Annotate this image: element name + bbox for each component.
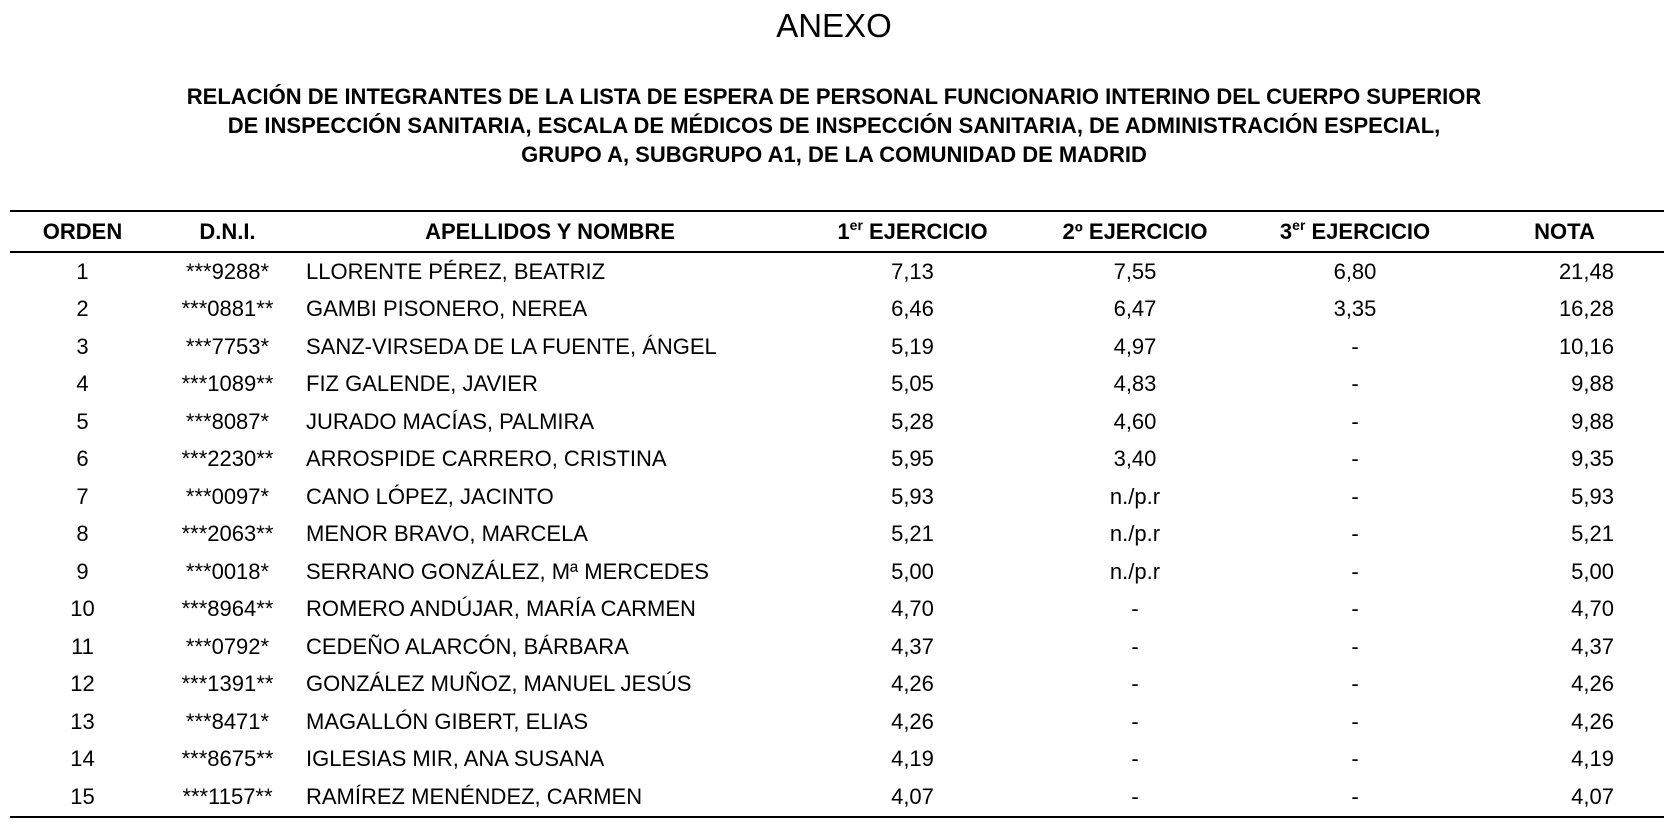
cell-orden: 1 [76,258,89,284]
waiting-list-table [10,210,1664,818]
subtitle-line: GRUPO A, SUBGRUPO A1, DE LA COMUNIDAD DE MADRID [521,142,1147,167]
cell-ejercicio-2: - [1131,596,1139,622]
cell-ejercicio-1: 5,28 [891,408,934,434]
cell-orden: 7 [76,483,89,509]
cell-orden: 3 [76,333,89,359]
cell-nota: 10,16 [1558,333,1614,359]
cell-ejercicio-2: - [1131,746,1139,772]
cell-ejercicio-1: 5,21 [891,521,934,547]
cell-dni: ***2230** [181,446,274,472]
subtitle-line: RELACIÓN DE INTEGRANTES DE LA LISTA DE ESPERA DE PERSONAL FUNCIONARIO INTERINO DEL CUERPO SUPERIOR [186,84,1482,109]
cell-ejercicio-2: 4,97 [1113,333,1157,359]
table-row [10,666,1664,704]
header-ejercicio-1-text: EJERCICIO [862,218,988,244]
cell-nota: 4,70 [1571,596,1614,622]
header-ejercicio-3-num: 3 [1279,218,1293,244]
header-ejercicio-3-text: EJERCICIO [1305,218,1431,244]
cell-nota: 4,26 [1571,708,1614,734]
cell-nombre: ARROSPIDE CARRERO, CRISTINA [306,446,667,472]
cell-dni: ***1391** [181,671,274,697]
cell-orden: 2 [76,296,89,322]
cell-ejercicio-2: - [1131,633,1139,659]
header-nota: NOTA [1465,211,1664,252]
cell-dni: ***9288* [185,258,270,284]
cell-dni: ***8087* [185,408,270,434]
cell-ejercicio-3: 6,80 [1333,258,1377,284]
cell-nota: 9,88 [1571,371,1614,397]
table-row [10,778,1664,817]
cell-orden: 6 [76,446,89,472]
cell-ejercicio-1: 4,26 [891,671,934,697]
cell-ejercicio-3: - [1351,746,1359,772]
cell-dni: ***7753* [185,333,270,359]
header-ejercicio-1-sup: er [849,216,863,233]
cell-ejercicio-2: - [1025,778,1245,817]
cell-orden: 4 [76,371,89,397]
cell-ejercicio-3: - [1351,446,1359,472]
table-row [10,291,1664,329]
cell-dni: ***8675** [181,746,274,772]
header-ejercicio-1 [800,211,1025,252]
table-row [10,591,1664,629]
cell-ejercicio-2: 4,60 [1113,408,1157,434]
cell-nombre: SERRANO GONZÁLEZ, Mª MERCEDES [306,558,709,584]
header-nombre: APELLIDOS Y NOMBRE [300,211,800,252]
cell-ejercicio-1: 5,00 [891,558,934,584]
table-row [10,703,1664,741]
cell-ejercicio-2: 3,40 [1113,446,1157,472]
cell-dni: ***1157** [155,778,300,817]
cell-dni: ***0792* [185,633,270,659]
table-header-row [10,211,1664,252]
table-row [10,252,1664,291]
cell-nombre: GAMBI PISONERO, NEREA [306,296,588,322]
cell-orden: 15 [10,778,155,817]
cell-ejercicio-1: 5,19 [891,333,934,359]
cell-ejercicio-3: - [1245,778,1465,817]
cell-orden: 10 [70,596,95,622]
cell-orden: 13 [70,708,95,734]
cell-nombre: LLORENTE PÉREZ, BEATRIZ [306,258,606,284]
cell-ejercicio-1: 5,95 [891,446,934,472]
cell-ejercicio-1: 4,26 [891,708,934,734]
cell-orden: 5 [76,408,89,434]
cell-ejercicio-1: 4,70 [891,596,934,622]
cell-nombre: ROMERO ANDÚJAR, MARÍA CARMEN [306,596,696,622]
cell-ejercicio-1: 7,13 [891,258,934,284]
cell-nota: 9,35 [1571,446,1614,472]
subtitle-line: DE INSPECCIÓN SANITARIA, ESCALA DE MÉDICOS DE INSPECCIÓN SANITARIA, DE ADMINISTRACIÓN ESPECIAL, [227,113,1441,138]
cell-nota: 4,19 [1571,746,1614,772]
cell-nota: 21,48 [1558,258,1614,284]
page-title: ANEXO [776,7,892,44]
cell-dni: ***8964** [181,596,274,622]
header-ejercicio-3-sup: er [1292,216,1306,233]
cell-dni: ***0097* [185,483,270,509]
cell-ejercicio-2: - [1131,708,1139,734]
cell-ejercicio-1: 4,37 [891,633,934,659]
cell-ejercicio-2: n./p.r [1109,558,1161,584]
cell-nombre: FIZ GALENDE, JAVIER [306,371,538,397]
cell-ejercicio-3: - [1351,333,1359,359]
table-row [10,441,1664,479]
cell-orden: 12 [70,671,95,697]
cell-orden: 14 [70,746,95,772]
cell-ejercicio-1: 4,07 [800,778,1025,817]
cell-dni: ***2063** [181,521,274,547]
table-body [10,252,1664,817]
cell-nombre: JURADO MACÍAS, PALMIRA [306,408,595,434]
cell-orden: 9 [76,558,89,584]
header-ejercicio-3 [1245,211,1465,252]
cell-ejercicio-2: 6,47 [1113,296,1157,322]
table-row [10,553,1664,591]
cell-dni: ***0018* [185,558,270,584]
cell-ejercicio-3: - [1351,671,1359,697]
header-ejercicio-1-num: 1 [837,218,850,244]
cell-nombre: SANZ-VIRSEDA DE LA FUENTE, ÁNGEL [306,333,717,359]
cell-ejercicio-3: - [1351,558,1359,584]
cell-nombre: CEDEÑO ALARCÓN, BÁRBARA [306,633,629,659]
cell-ejercicio-2: n./p.r [1109,521,1161,547]
cell-ejercicio-2: 7,55 [1113,258,1157,284]
cell-ejercicio-3: - [1351,596,1359,622]
cell-ejercicio-2: - [1131,671,1139,697]
cell-ejercicio-3: - [1351,521,1359,547]
cell-nombre: IGLESIAS MIR, ANA SUSANA [306,746,605,772]
cell-nota: 16,28 [1558,296,1614,322]
table-row [10,628,1664,666]
header-dni: D.N.I. [155,211,300,252]
table-row [10,478,1664,516]
cell-nombre: GONZÁLEZ MUÑOZ, MANUEL JESÚS [306,671,692,697]
cell-nombre: MAGALLÓN GIBERT, ELIAS [306,708,589,734]
cell-nota: 5,21 [1571,521,1614,547]
cell-ejercicio-3: - [1351,708,1359,734]
cell-nota: 4,07 [1465,778,1664,817]
cell-nombre: MENOR BRAVO, MARCELA [306,521,588,547]
table-row [10,403,1664,441]
cell-orden: 11 [71,633,94,659]
table-row [10,366,1664,404]
cell-dni: ***8471* [185,708,270,734]
cell-ejercicio-1: 5,05 [891,371,934,397]
cell-nota: 9,88 [1571,408,1614,434]
cell-ejercicio-3: - [1351,633,1359,659]
cell-nombre: CANO LÓPEZ, JACINTO [306,483,554,509]
cell-ejercicio-3: - [1351,483,1359,509]
cell-nota: 5,00 [1571,558,1614,584]
cell-nota: 5,93 [1571,483,1614,509]
cell-dni: ***1089** [181,371,274,397]
cell-orden: 8 [76,521,89,547]
header-orden: ORDEN [10,211,155,252]
cell-ejercicio-3: - [1351,408,1359,434]
cell-nombre: RAMÍREZ MENÉNDEZ, CARMEN [300,778,800,817]
cell-nota: 4,26 [1571,671,1614,697]
cell-ejercicio-1: 5,93 [891,483,934,509]
cell-ejercicio-3: 3,35 [1333,296,1377,322]
cell-ejercicio-3: - [1351,371,1359,397]
cell-ejercicio-2: n./p.r [1109,483,1161,509]
table-row [10,328,1664,366]
header-ejercicio-2: 2º EJERCICIO [1025,211,1245,252]
table-row [10,516,1664,554]
cell-dni: ***0881** [181,296,274,322]
cell-ejercicio-2: 4,83 [1113,371,1157,397]
cell-ejercicio-1: 4,19 [891,746,934,772]
cell-ejercicio-1: 6,46 [891,296,934,322]
cell-nota: 4,37 [1571,633,1614,659]
document-subtitle [0,82,1668,169]
table-row [10,741,1664,779]
